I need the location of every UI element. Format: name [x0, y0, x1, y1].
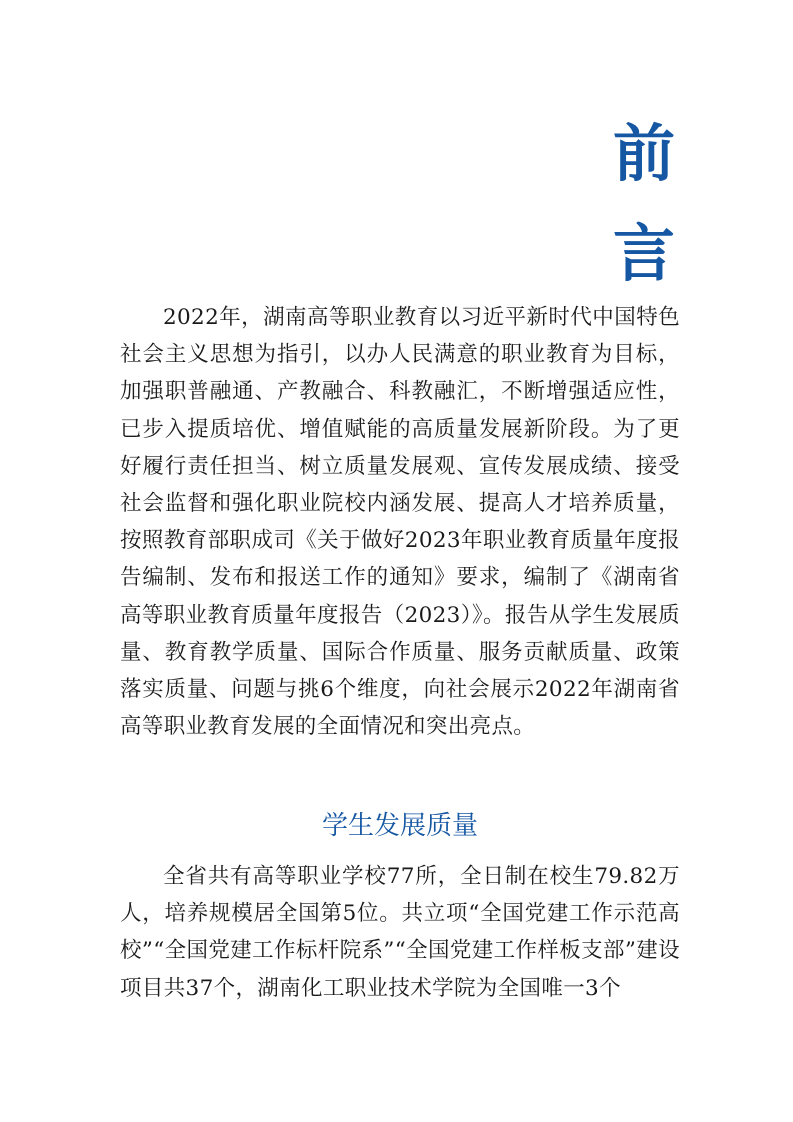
intro-paragraph: 2022年，湖南高等职业教育以习近平新时代中国特色社会主义思想为指引，以办人民满意的职业教育为目标，加强职普融通、产教融合、科教融汇，不断增强适应性，已步入提质培优、增值赋能的高质量发展新阶段。为了更好履行责任担当、树立质量发展观、宣传发展成绩、接受社会监督和强化职业院校内涵发展、提高人才培养质量，按照教育部职成司《关于做好2023年职业教育质量年度报告编制、发布和报送工作的通知》要求，编制了《湖南省高等职业教育质量年度报告（2023）》。报告从学生发展质量、教育教学质量、国际合作质量、服务贡献质量、政策落实质量、问题与挑6个维度，向社会展示2022年湖南省高等职业教育发展的全面情况和突出亮点。: [120, 305, 680, 740]
section-heading: 学生发展质量: [321, 811, 478, 841]
page-title-char-1: 前: [612, 117, 675, 190]
page-title-char-2: 言: [612, 217, 675, 290]
section-paragraph: 全省共有高等职业学校77所，全日制在校生79.82万人，培养规模居全国第5位。共立项“全国党建工作示范高校”“全国党建工作标杆院系”“全国党建工作样板支部”建设项目共37个，湖南化工职业技术学院为全国唯一3个: [120, 864, 680, 1001]
